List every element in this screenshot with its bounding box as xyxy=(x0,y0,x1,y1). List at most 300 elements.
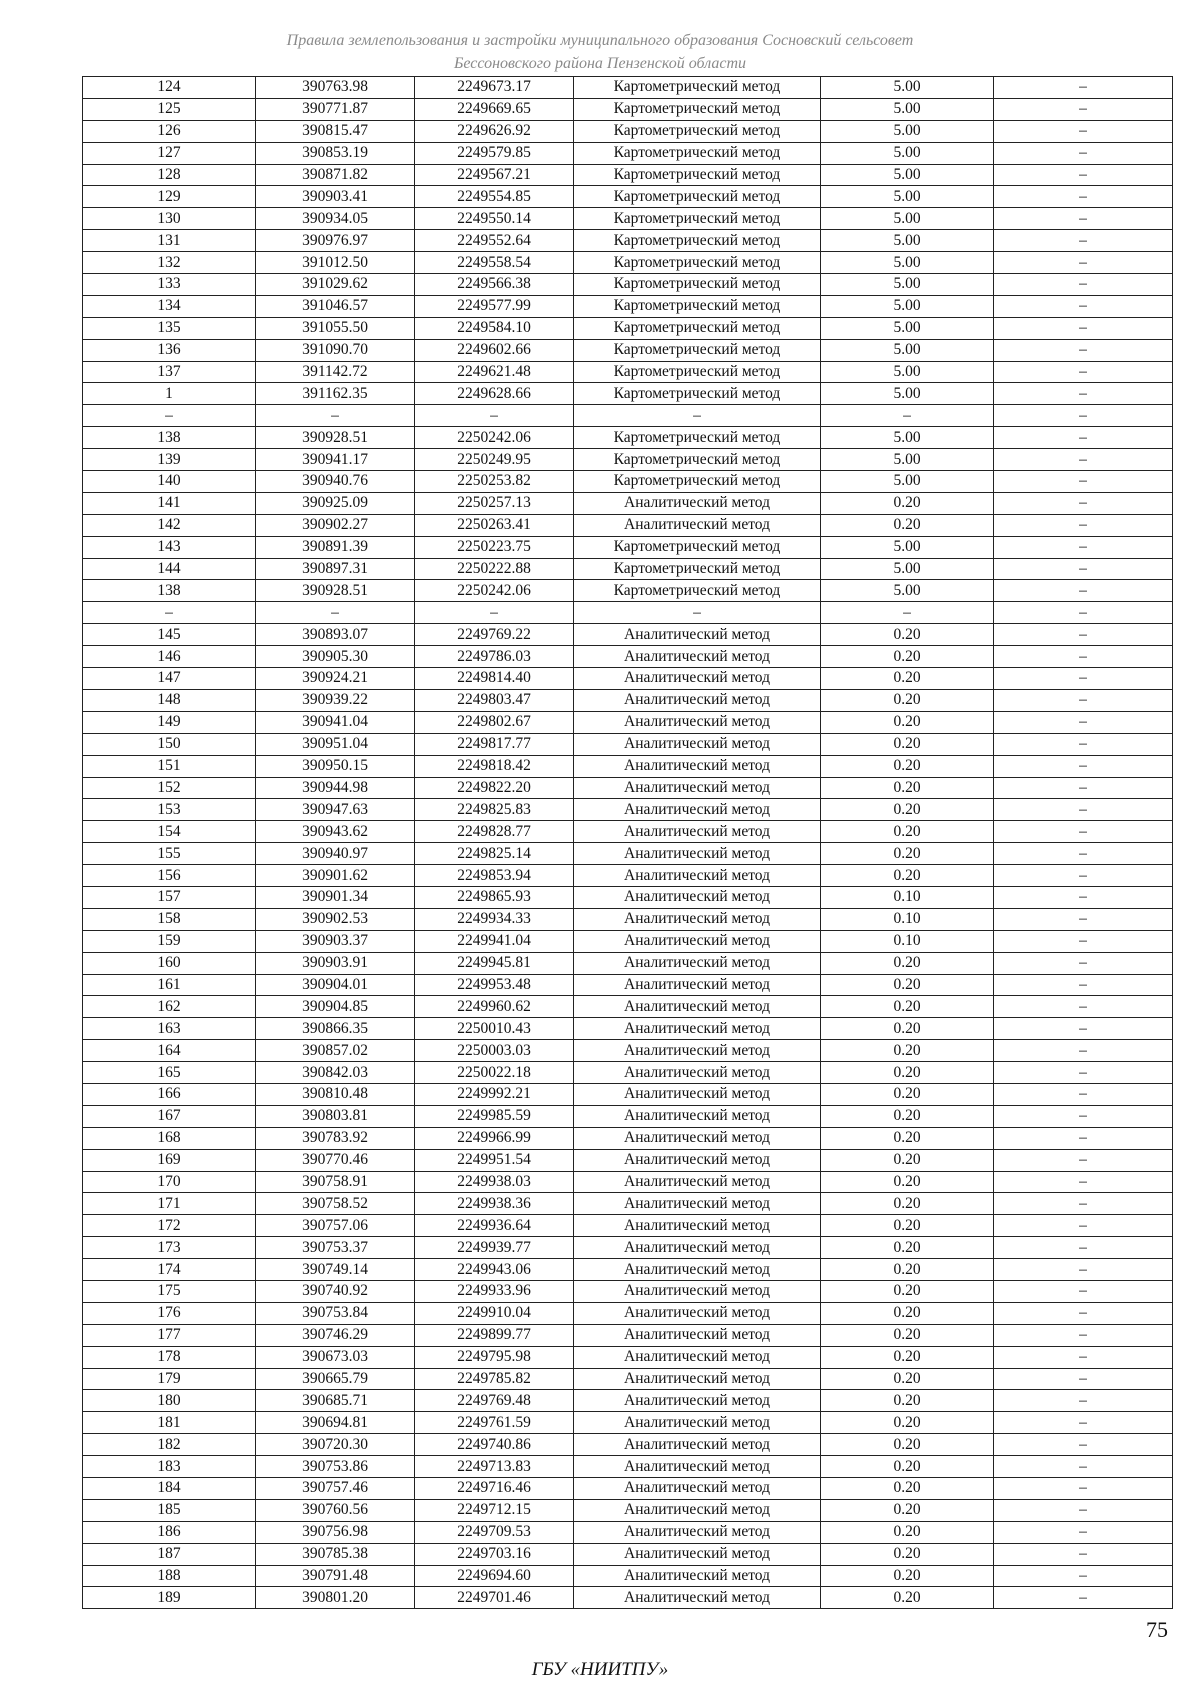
method-cell: Картометрический метод xyxy=(574,230,821,252)
x-coordinate-cell: 390740.92 xyxy=(256,1280,415,1302)
table-row xyxy=(83,252,1173,274)
point-number-cell: 154 xyxy=(83,821,256,843)
method-cell: Картометрический метод xyxy=(574,339,821,361)
x-coordinate-cell: 390893.07 xyxy=(256,624,415,646)
note-cell: – xyxy=(994,1105,1173,1127)
note-cell: – xyxy=(994,77,1173,99)
table-row xyxy=(83,1105,1173,1127)
table-row xyxy=(83,1259,1173,1281)
y-coordinate-cell: 2249550.14 xyxy=(415,208,574,230)
point-number-cell: 179 xyxy=(83,1368,256,1390)
method-cell: Аналитический метод xyxy=(574,908,821,930)
note-cell: – xyxy=(994,974,1173,996)
note-cell: – xyxy=(994,230,1173,252)
point-number-cell: 181 xyxy=(83,1412,256,1434)
table-row xyxy=(83,843,1173,865)
note-cell: – xyxy=(994,689,1173,711)
note-cell: – xyxy=(994,865,1173,887)
x-coordinate-cell: 391012.50 xyxy=(256,252,415,274)
x-coordinate-cell: 390940.97 xyxy=(256,843,415,865)
table-row xyxy=(83,449,1173,471)
note-cell: – xyxy=(994,777,1173,799)
y-coordinate-cell: 2249761.59 xyxy=(415,1412,574,1434)
point-number-cell: 148 xyxy=(83,689,256,711)
table-row xyxy=(83,1083,1173,1105)
table-row xyxy=(83,1062,1173,1084)
note-cell: – xyxy=(994,624,1173,646)
y-coordinate-cell: 2249951.54 xyxy=(415,1149,574,1171)
table-row xyxy=(83,427,1173,449)
x-coordinate-cell: 390685.71 xyxy=(256,1390,415,1412)
table-row xyxy=(83,1499,1173,1521)
point-number-cell: 132 xyxy=(83,252,256,274)
method-cell: Аналитический метод xyxy=(574,1280,821,1302)
coordinates-table xyxy=(82,76,1173,1609)
accuracy-cell: 0.20 xyxy=(821,1478,994,1500)
accuracy-cell: 0.20 xyxy=(821,755,994,777)
point-number-cell: 127 xyxy=(83,142,256,164)
y-coordinate-cell: 2249712.15 xyxy=(415,1499,574,1521)
table-row xyxy=(83,974,1173,996)
accuracy-cell: 0.20 xyxy=(821,1521,994,1543)
y-coordinate-cell: 2250022.18 xyxy=(415,1062,574,1084)
x-coordinate-cell: 390925.09 xyxy=(256,492,415,514)
x-coordinate-cell: 390803.81 xyxy=(256,1105,415,1127)
method-cell: Аналитический метод xyxy=(574,1171,821,1193)
point-number-cell: 178 xyxy=(83,1346,256,1368)
x-coordinate-cell: 390801.20 xyxy=(256,1587,415,1609)
y-coordinate-cell: 2249694.60 xyxy=(415,1565,574,1587)
y-coordinate-cell: 2250257.13 xyxy=(415,492,574,514)
accuracy-cell: 0.20 xyxy=(821,1062,994,1084)
point-number-cell: 152 xyxy=(83,777,256,799)
accuracy-cell: 0.20 xyxy=(821,1434,994,1456)
x-coordinate-cell: 390770.46 xyxy=(256,1149,415,1171)
point-number-cell: 144 xyxy=(83,558,256,580)
x-coordinate-cell: 390756.98 xyxy=(256,1521,415,1543)
method-cell: Аналитический метод xyxy=(574,799,821,821)
note-cell: – xyxy=(994,1324,1173,1346)
note-cell: – xyxy=(994,886,1173,908)
table-row xyxy=(83,98,1173,120)
y-coordinate-cell: 2249960.62 xyxy=(415,996,574,1018)
y-coordinate-cell: 2250222.88 xyxy=(415,558,574,580)
point-number-cell: 161 xyxy=(83,974,256,996)
table-row xyxy=(83,886,1173,908)
note-cell: – xyxy=(994,1434,1173,1456)
point-number-cell: 124 xyxy=(83,77,256,99)
table-row xyxy=(83,1280,1173,1302)
point-number-cell: 171 xyxy=(83,1193,256,1215)
point-number-cell: – xyxy=(83,405,256,427)
point-number-cell: 128 xyxy=(83,164,256,186)
method-cell: Аналитический метод xyxy=(574,1324,821,1346)
method-cell: Картометрический метод xyxy=(574,295,821,317)
y-coordinate-cell: 2249579.85 xyxy=(415,142,574,164)
table-row xyxy=(83,317,1173,339)
method-cell: Аналитический метод xyxy=(574,821,821,843)
point-number-cell: 151 xyxy=(83,755,256,777)
table-row xyxy=(83,1587,1173,1609)
note-cell: – xyxy=(994,1346,1173,1368)
note-cell: – xyxy=(994,1149,1173,1171)
x-coordinate-cell: 390758.52 xyxy=(256,1193,415,1215)
x-coordinate-cell: 390673.03 xyxy=(256,1346,415,1368)
note-cell: – xyxy=(994,1543,1173,1565)
x-coordinate-cell: 390757.46 xyxy=(256,1478,415,1500)
table-row xyxy=(83,1171,1173,1193)
table-row xyxy=(83,930,1173,952)
table-row xyxy=(83,602,1173,624)
accuracy-cell: 5.00 xyxy=(821,427,994,449)
method-cell: Аналитический метод xyxy=(574,1390,821,1412)
accuracy-cell: 5.00 xyxy=(821,471,994,493)
method-cell: Аналитический метод xyxy=(574,1368,821,1390)
note-cell: – xyxy=(994,252,1173,274)
y-coordinate-cell: 2249701.46 xyxy=(415,1587,574,1609)
note-cell: – xyxy=(994,1280,1173,1302)
y-coordinate-cell: 2249985.59 xyxy=(415,1105,574,1127)
point-number-cell: 153 xyxy=(83,799,256,821)
point-number-cell: 137 xyxy=(83,361,256,383)
method-cell: Картометрический метод xyxy=(574,77,821,99)
y-coordinate-cell: 2249621.48 xyxy=(415,361,574,383)
note-cell: – xyxy=(994,120,1173,142)
note-cell: – xyxy=(994,1456,1173,1478)
note-cell: – xyxy=(994,602,1173,624)
x-coordinate-cell: 390904.01 xyxy=(256,974,415,996)
note-cell: – xyxy=(994,1587,1173,1609)
accuracy-cell: 0.20 xyxy=(821,777,994,799)
y-coordinate-cell: 2250242.06 xyxy=(415,427,574,449)
note-cell: – xyxy=(994,383,1173,405)
table-row xyxy=(83,624,1173,646)
accuracy-cell: 5.00 xyxy=(821,339,994,361)
point-number-cell: 159 xyxy=(83,930,256,952)
method-cell: Картометрический метод xyxy=(574,98,821,120)
table-row xyxy=(83,1478,1173,1500)
y-coordinate-cell: 2249941.04 xyxy=(415,930,574,952)
y-coordinate-cell: 2249910.04 xyxy=(415,1302,574,1324)
note-cell: – xyxy=(994,208,1173,230)
point-number-cell: 143 xyxy=(83,536,256,558)
y-coordinate-cell: 2250253.82 xyxy=(415,471,574,493)
x-coordinate-cell: 390783.92 xyxy=(256,1127,415,1149)
table-row xyxy=(83,514,1173,536)
table-row xyxy=(83,1565,1173,1587)
accuracy-cell: 0.20 xyxy=(821,1018,994,1040)
note-cell: – xyxy=(994,908,1173,930)
x-coordinate-cell: 390866.35 xyxy=(256,1018,415,1040)
point-number-cell: 133 xyxy=(83,274,256,296)
method-cell: Аналитический метод xyxy=(574,843,821,865)
table-row xyxy=(83,405,1173,427)
accuracy-cell: 5.00 xyxy=(821,186,994,208)
method-cell: Аналитический метод xyxy=(574,624,821,646)
y-coordinate-cell: 2249709.53 xyxy=(415,1521,574,1543)
y-coordinate-cell: 2249740.86 xyxy=(415,1434,574,1456)
y-coordinate-cell: 2249577.99 xyxy=(415,295,574,317)
accuracy-cell: 0.20 xyxy=(821,1105,994,1127)
y-coordinate-cell: 2249936.64 xyxy=(415,1215,574,1237)
method-cell: Аналитический метод xyxy=(574,1565,821,1587)
method-cell: Аналитический метод xyxy=(574,1040,821,1062)
point-number-cell: – xyxy=(83,602,256,624)
method-cell: Аналитический метод xyxy=(574,492,821,514)
x-coordinate-cell: 390944.98 xyxy=(256,777,415,799)
x-coordinate-cell: 391029.62 xyxy=(256,274,415,296)
note-cell: – xyxy=(994,164,1173,186)
table-row xyxy=(83,295,1173,317)
note-cell: – xyxy=(994,1412,1173,1434)
table-row xyxy=(83,1018,1173,1040)
y-coordinate-cell: 2249795.98 xyxy=(415,1346,574,1368)
note-cell: – xyxy=(994,1368,1173,1390)
method-cell: Картометрический метод xyxy=(574,536,821,558)
note-cell: – xyxy=(994,1259,1173,1281)
y-coordinate-cell: 2249567.21 xyxy=(415,164,574,186)
note-cell: – xyxy=(994,142,1173,164)
accuracy-cell: 0.10 xyxy=(821,886,994,908)
y-coordinate-cell: 2249602.66 xyxy=(415,339,574,361)
note-cell: – xyxy=(994,514,1173,536)
accuracy-cell: 5.00 xyxy=(821,274,994,296)
x-coordinate-cell: 390941.17 xyxy=(256,449,415,471)
accuracy-cell: 5.00 xyxy=(821,536,994,558)
table-row xyxy=(83,580,1173,602)
method-cell: Аналитический метод xyxy=(574,1521,821,1543)
table-row xyxy=(83,1346,1173,1368)
x-coordinate-cell: – xyxy=(256,405,415,427)
accuracy-cell: 5.00 xyxy=(821,98,994,120)
method-cell: Аналитический метод xyxy=(574,930,821,952)
method-cell: Картометрический метод xyxy=(574,383,821,405)
coordinates-table-body xyxy=(83,77,1173,1609)
y-coordinate-cell: 2249938.03 xyxy=(415,1171,574,1193)
point-number-cell: 129 xyxy=(83,186,256,208)
accuracy-cell: 0.20 xyxy=(821,1237,994,1259)
y-coordinate-cell: 2249853.94 xyxy=(415,865,574,887)
method-cell: Аналитический метод xyxy=(574,1215,821,1237)
point-number-cell: 141 xyxy=(83,492,256,514)
method-cell: Картометрический метод xyxy=(574,471,821,493)
method-cell: Аналитический метод xyxy=(574,1412,821,1434)
x-coordinate-cell: 390905.30 xyxy=(256,646,415,668)
x-coordinate-cell: 390939.22 xyxy=(256,689,415,711)
x-coordinate-cell: 390947.63 xyxy=(256,799,415,821)
note-cell: – xyxy=(994,1499,1173,1521)
table-row xyxy=(83,711,1173,733)
accuracy-cell: 5.00 xyxy=(821,317,994,339)
note-cell: – xyxy=(994,1302,1173,1324)
x-coordinate-cell: 390753.37 xyxy=(256,1237,415,1259)
method-cell: Аналитический метод xyxy=(574,711,821,733)
accuracy-cell: 0.20 xyxy=(821,1149,994,1171)
point-number-cell: 140 xyxy=(83,471,256,493)
y-coordinate-cell: 2250223.75 xyxy=(415,536,574,558)
y-coordinate-cell: 2249817.77 xyxy=(415,733,574,755)
table-row xyxy=(83,1368,1173,1390)
y-coordinate-cell: 2249825.83 xyxy=(415,799,574,821)
method-cell: Аналитический метод xyxy=(574,755,821,777)
x-coordinate-cell: 390791.48 xyxy=(256,1565,415,1587)
note-cell: – xyxy=(994,1390,1173,1412)
method-cell: Картометрический метод xyxy=(574,274,821,296)
x-coordinate-cell: 390902.27 xyxy=(256,514,415,536)
method-cell: Аналитический метод xyxy=(574,1149,821,1171)
point-number-cell: 185 xyxy=(83,1499,256,1521)
y-coordinate-cell: 2249785.82 xyxy=(415,1368,574,1390)
x-coordinate-cell: 390753.86 xyxy=(256,1456,415,1478)
note-cell: – xyxy=(994,930,1173,952)
point-number-cell: 186 xyxy=(83,1521,256,1543)
note-cell: – xyxy=(994,843,1173,865)
x-coordinate-cell: 390763.98 xyxy=(256,77,415,99)
y-coordinate-cell: 2249943.06 xyxy=(415,1259,574,1281)
x-coordinate-cell: 390928.51 xyxy=(256,427,415,449)
point-number-cell: 139 xyxy=(83,449,256,471)
point-number-cell: 189 xyxy=(83,1587,256,1609)
accuracy-cell: 0.20 xyxy=(821,1127,994,1149)
note-cell: – xyxy=(994,1062,1173,1084)
accuracy-cell: – xyxy=(821,602,994,624)
x-coordinate-cell: 390976.97 xyxy=(256,230,415,252)
x-coordinate-cell: 390902.53 xyxy=(256,908,415,930)
y-coordinate-cell: 2249992.21 xyxy=(415,1083,574,1105)
x-coordinate-cell: 390951.04 xyxy=(256,733,415,755)
accuracy-cell: 5.00 xyxy=(821,252,994,274)
point-number-cell: 176 xyxy=(83,1302,256,1324)
accuracy-cell: 5.00 xyxy=(821,295,994,317)
note-cell: – xyxy=(994,274,1173,296)
y-coordinate-cell: 2249828.77 xyxy=(415,821,574,843)
x-coordinate-cell: 391090.70 xyxy=(256,339,415,361)
point-number-cell: 125 xyxy=(83,98,256,120)
point-number-cell: 184 xyxy=(83,1478,256,1500)
accuracy-cell: 0.20 xyxy=(821,1587,994,1609)
y-coordinate-cell: 2249865.93 xyxy=(415,886,574,908)
y-coordinate-cell: 2249825.14 xyxy=(415,843,574,865)
x-coordinate-cell: 390665.79 xyxy=(256,1368,415,1390)
y-coordinate-cell: – xyxy=(415,602,574,624)
point-number-cell: 168 xyxy=(83,1127,256,1149)
method-cell: Аналитический метод xyxy=(574,865,821,887)
point-number-cell: 135 xyxy=(83,317,256,339)
point-number-cell: 180 xyxy=(83,1390,256,1412)
x-coordinate-cell: 390901.34 xyxy=(256,886,415,908)
x-coordinate-cell: 390753.84 xyxy=(256,1302,415,1324)
note-cell: – xyxy=(994,952,1173,974)
method-cell: Картометрический метод xyxy=(574,317,821,339)
accuracy-cell: 0.20 xyxy=(821,1412,994,1434)
table-row xyxy=(83,908,1173,930)
accuracy-cell: 5.00 xyxy=(821,383,994,405)
point-number-cell: 156 xyxy=(83,865,256,887)
note-cell: – xyxy=(994,755,1173,777)
x-coordinate-cell: 390934.05 xyxy=(256,208,415,230)
note-cell: – xyxy=(994,1565,1173,1587)
point-number-cell: 142 xyxy=(83,514,256,536)
note-cell: – xyxy=(994,1171,1173,1193)
x-coordinate-cell: 390810.48 xyxy=(256,1083,415,1105)
point-number-cell: 134 xyxy=(83,295,256,317)
method-cell: Аналитический метод xyxy=(574,1105,821,1127)
table-row xyxy=(83,733,1173,755)
x-coordinate-cell: 390928.51 xyxy=(256,580,415,602)
point-number-cell: 126 xyxy=(83,120,256,142)
accuracy-cell: 0.20 xyxy=(821,1543,994,1565)
accuracy-cell: 0.20 xyxy=(821,821,994,843)
note-cell: – xyxy=(994,711,1173,733)
point-number-cell: 172 xyxy=(83,1215,256,1237)
method-cell: Аналитический метод xyxy=(574,646,821,668)
accuracy-cell: 5.00 xyxy=(821,361,994,383)
x-coordinate-cell: 391046.57 xyxy=(256,295,415,317)
accuracy-cell: 0.20 xyxy=(821,799,994,821)
y-coordinate-cell: 2249554.85 xyxy=(415,186,574,208)
x-coordinate-cell: 390901.62 xyxy=(256,865,415,887)
accuracy-cell: 5.00 xyxy=(821,77,994,99)
point-number-cell: 165 xyxy=(83,1062,256,1084)
method-cell: Аналитический метод xyxy=(574,1127,821,1149)
method-cell: Аналитический метод xyxy=(574,996,821,1018)
table-row xyxy=(83,142,1173,164)
note-cell: – xyxy=(994,361,1173,383)
accuracy-cell: 0.20 xyxy=(821,733,994,755)
y-coordinate-cell: 2249716.46 xyxy=(415,1478,574,1500)
y-coordinate-cell: 2249818.42 xyxy=(415,755,574,777)
accuracy-cell: 5.00 xyxy=(821,120,994,142)
accuracy-cell: 0.20 xyxy=(821,668,994,690)
x-coordinate-cell: 390694.81 xyxy=(256,1412,415,1434)
method-cell: Картометрический метод xyxy=(574,558,821,580)
accuracy-cell: 0.20 xyxy=(821,1302,994,1324)
note-cell: – xyxy=(994,1127,1173,1149)
table-row xyxy=(83,1149,1173,1171)
note-cell: – xyxy=(994,536,1173,558)
accuracy-cell: 0.20 xyxy=(821,1368,994,1390)
accuracy-cell: 0.20 xyxy=(821,996,994,1018)
method-cell: Аналитический метод xyxy=(574,952,821,974)
accuracy-cell: 5.00 xyxy=(821,449,994,471)
point-number-cell: 167 xyxy=(83,1105,256,1127)
x-coordinate-cell: 390903.37 xyxy=(256,930,415,952)
y-coordinate-cell: 2249945.81 xyxy=(415,952,574,974)
method-cell: Аналитический метод xyxy=(574,1499,821,1521)
method-cell: Картометрический метод xyxy=(574,186,821,208)
point-number-cell: 1 xyxy=(83,383,256,405)
table-row xyxy=(83,208,1173,230)
point-number-cell: 157 xyxy=(83,886,256,908)
y-coordinate-cell: 2249769.48 xyxy=(415,1390,574,1412)
table-row xyxy=(83,1521,1173,1543)
note-cell: – xyxy=(994,1478,1173,1500)
table-row xyxy=(83,77,1173,99)
x-coordinate-cell: 391055.50 xyxy=(256,317,415,339)
table-row xyxy=(83,821,1173,843)
note-cell: – xyxy=(994,339,1173,361)
method-cell: Аналитический метод xyxy=(574,1193,821,1215)
table-row xyxy=(83,536,1173,558)
table-row xyxy=(83,1324,1173,1346)
y-coordinate-cell: 2249934.33 xyxy=(415,908,574,930)
x-coordinate-cell: 390904.85 xyxy=(256,996,415,1018)
point-number-cell: 155 xyxy=(83,843,256,865)
x-coordinate-cell: 390891.39 xyxy=(256,536,415,558)
table-row xyxy=(83,668,1173,690)
point-number-cell: 136 xyxy=(83,339,256,361)
point-number-cell: 188 xyxy=(83,1565,256,1587)
